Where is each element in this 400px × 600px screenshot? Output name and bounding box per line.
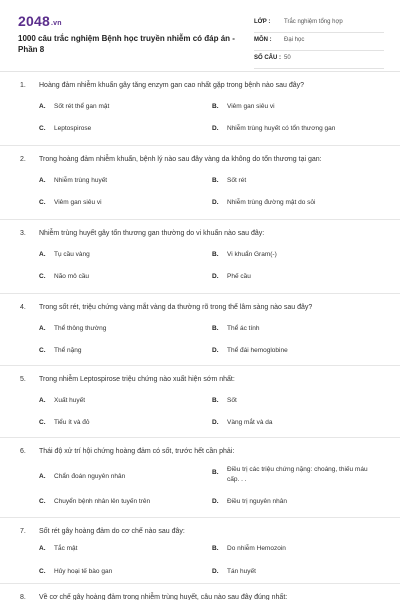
- question-item: [0, 584, 400, 600]
- question-number: 7.: [20, 528, 26, 535]
- question-text: Trong sốt rét, triệu chứng vàng mắt vàng da thường rõ trong thể lâm sàng nào sau đây?: [39, 304, 313, 311]
- meta-value: Đại học: [284, 37, 305, 43]
- option-letter: B.: [212, 103, 219, 110]
- option-text: Thể ác tính: [227, 325, 260, 332]
- option-text: Nhiễm trùng huyết có tổn thương gan: [227, 125, 336, 132]
- option-text: Xuất huyết: [54, 397, 86, 404]
- question-list: [0, 72, 400, 600]
- question-number: 4.: [20, 304, 26, 311]
- option-text: Điều trị nguyên nhân: [227, 498, 287, 505]
- question-text: Sốt rét gây hoàng đảm do cơ chế nào sau đây:: [39, 528, 185, 535]
- question-number: 2.: [20, 156, 26, 163]
- option-letter: A.: [39, 397, 46, 404]
- option-letter: A.: [39, 473, 46, 480]
- answer-option[interactable]: [212, 325, 260, 332]
- logo-text: 2048: [18, 13, 50, 29]
- option-letter: C.: [39, 347, 46, 354]
- option-letter: C.: [39, 568, 46, 575]
- answer-option[interactable]: [212, 419, 273, 426]
- question-item: [0, 72, 400, 146]
- option-text: Chuyển bệnh nhân lên tuyến trên: [54, 498, 151, 505]
- option-letter: D.: [212, 498, 219, 505]
- option-letter: A.: [39, 325, 46, 332]
- meta-row-subject: [254, 34, 384, 51]
- option-letter: A.: [39, 177, 46, 184]
- answer-option[interactable]: [39, 545, 77, 552]
- option-text: Thể nặng: [54, 347, 82, 354]
- site-logo[interactable]: [18, 13, 62, 29]
- answer-option[interactable]: [212, 397, 237, 404]
- question-text: Hoàng đảm nhiễm khuẩn gây tăng enzym gan cao nhất gặp trong bệnh nào sau đây?: [39, 82, 305, 89]
- question-item: [0, 518, 400, 584]
- question-item: [0, 438, 400, 518]
- answer-option[interactable]: [39, 273, 89, 280]
- meta-value: 50: [284, 55, 291, 61]
- option-letter: C.: [39, 498, 46, 505]
- option-text: Thể đái hemoglobine: [227, 347, 288, 354]
- option-text: Nhiễm trùng huyết: [54, 177, 108, 184]
- option-text: Tán huyết: [227, 568, 256, 575]
- option-letter: B.: [212, 545, 219, 552]
- option-letter: B.: [212, 177, 219, 184]
- question-number: 5.: [20, 376, 26, 383]
- option-text: Hủy hoại tế bào gan: [54, 568, 113, 575]
- option-text: Viêm gan siêu vi: [54, 199, 102, 206]
- answer-option[interactable]: [212, 103, 275, 110]
- answer-option[interactable]: [39, 347, 81, 354]
- answer-option[interactable]: [39, 473, 125, 480]
- answer-option[interactable]: [212, 568, 256, 575]
- answer-option[interactable]: [39, 103, 109, 110]
- option-letter: A.: [39, 251, 46, 258]
- option-text: Sốt rét thể gan mật: [54, 103, 110, 110]
- answer-option[interactable]: [39, 325, 106, 332]
- question-number: 3.: [20, 230, 26, 237]
- meta-value: Trắc nghiệm tổng hợp: [284, 19, 343, 25]
- answer-option[interactable]: [39, 397, 85, 404]
- option-letter: C.: [39, 125, 46, 132]
- option-text: Phế cầu: [227, 273, 251, 280]
- question-number: 1.: [20, 82, 26, 89]
- meta-label: MÔN :: [254, 37, 272, 43]
- option-text: Thể thông thường: [54, 325, 107, 332]
- option-letter: D.: [212, 419, 219, 426]
- question-text: Thái độ xử trí hội chứng hoàng đảm có sốt, trước hết cần phải:: [39, 448, 235, 455]
- question-item: [0, 146, 400, 220]
- option-text: Tụ cầu vàng: [54, 251, 90, 258]
- option-letter: B.: [212, 251, 219, 258]
- option-text: Vàng mắt và da: [227, 419, 273, 426]
- question-number: 6.: [20, 448, 26, 455]
- answer-option[interactable]: [39, 419, 90, 426]
- option-letter: D.: [212, 199, 219, 206]
- option-text: Não mô cầu: [54, 273, 90, 280]
- answer-option[interactable]: [212, 498, 287, 505]
- meta-row-class: [254, 16, 384, 33]
- option-text: Vi khuẩn Gram(-): [227, 251, 277, 258]
- answer-option[interactable]: [212, 125, 335, 132]
- option-text: Leptospirose: [54, 125, 92, 132]
- answer-option[interactable]: [39, 568, 112, 575]
- option-text: Điều trị các triệu chứng nặng: choáng, thiếu máu cấp. . .: [227, 466, 368, 483]
- question-item: [0, 220, 400, 294]
- document-title: 1000 câu trắc nghiệm Bệnh học truyền nhiễm có đáp án - Phần 8: [18, 34, 235, 54]
- question-text: Trong nhiễm Leptospirose triệu chứng nào xuất hiện sớm nhất:: [39, 376, 235, 383]
- option-letter: B.: [212, 397, 219, 404]
- page-header: [0, 0, 400, 68]
- answer-option[interactable]: [39, 125, 91, 132]
- meta-info: [254, 16, 384, 70]
- option-letter: D.: [212, 125, 219, 132]
- answer-option[interactable]: [212, 465, 377, 485]
- answer-option[interactable]: [39, 251, 90, 258]
- meta-label: SỐ CÂU :: [254, 55, 281, 61]
- option-letter: B.: [212, 469, 219, 476]
- option-text: Viêm gan siêu vi: [227, 103, 275, 110]
- option-letter: D.: [212, 347, 219, 354]
- meta-label: LỚP :: [254, 19, 271, 25]
- option-text: Nhiễm trùng đường mật do sỏi: [227, 199, 316, 206]
- meta-row-count: [254, 52, 384, 69]
- answer-option[interactable]: [212, 347, 288, 354]
- option-letter: C.: [39, 273, 46, 280]
- question-text: Nhiễm trùng huyết gây tổn thương gan thường do vi khuẩn nào sau đây:: [39, 230, 265, 237]
- option-letter: D.: [212, 273, 219, 280]
- option-text: Do nhiễm Hemozoin: [227, 545, 286, 552]
- logo-suffix: .vn: [50, 20, 62, 27]
- question-text: Trong hoàng đảm nhiễm khuẩn, bệnh lý nào sau đây vàng da không do tổn thương tại gan:: [39, 156, 322, 163]
- option-text: Tắc mật: [54, 545, 78, 552]
- answer-option[interactable]: [212, 273, 251, 280]
- option-text: Chẩn đoán nguyên nhân: [54, 473, 126, 480]
- option-letter: B.: [212, 325, 219, 332]
- option-text: Sốt: [227, 397, 237, 404]
- answer-option[interactable]: [39, 199, 102, 206]
- answer-option[interactable]: [212, 199, 315, 206]
- answer-option[interactable]: [212, 177, 246, 184]
- answer-option[interactable]: [212, 545, 286, 552]
- option-text: Sốt rét: [227, 177, 247, 184]
- question-text: Về cơ chế gây hoàng đảm trong nhiễm trùng huyết, câu nào sau đây đúng nhất:: [39, 594, 288, 600]
- option-letter: D.: [212, 568, 219, 575]
- question-item: [0, 366, 400, 438]
- question-item: [0, 294, 400, 366]
- option-letter: A.: [39, 103, 46, 110]
- question-number: 8.: [20, 594, 26, 600]
- option-letter: C.: [39, 419, 46, 426]
- answer-option[interactable]: [39, 177, 107, 184]
- answer-option[interactable]: [212, 251, 277, 258]
- option-letter: C.: [39, 199, 46, 206]
- option-text: Tiểu ít và đỏ: [54, 419, 90, 426]
- answer-option[interactable]: [39, 498, 150, 505]
- option-letter: A.: [39, 545, 46, 552]
